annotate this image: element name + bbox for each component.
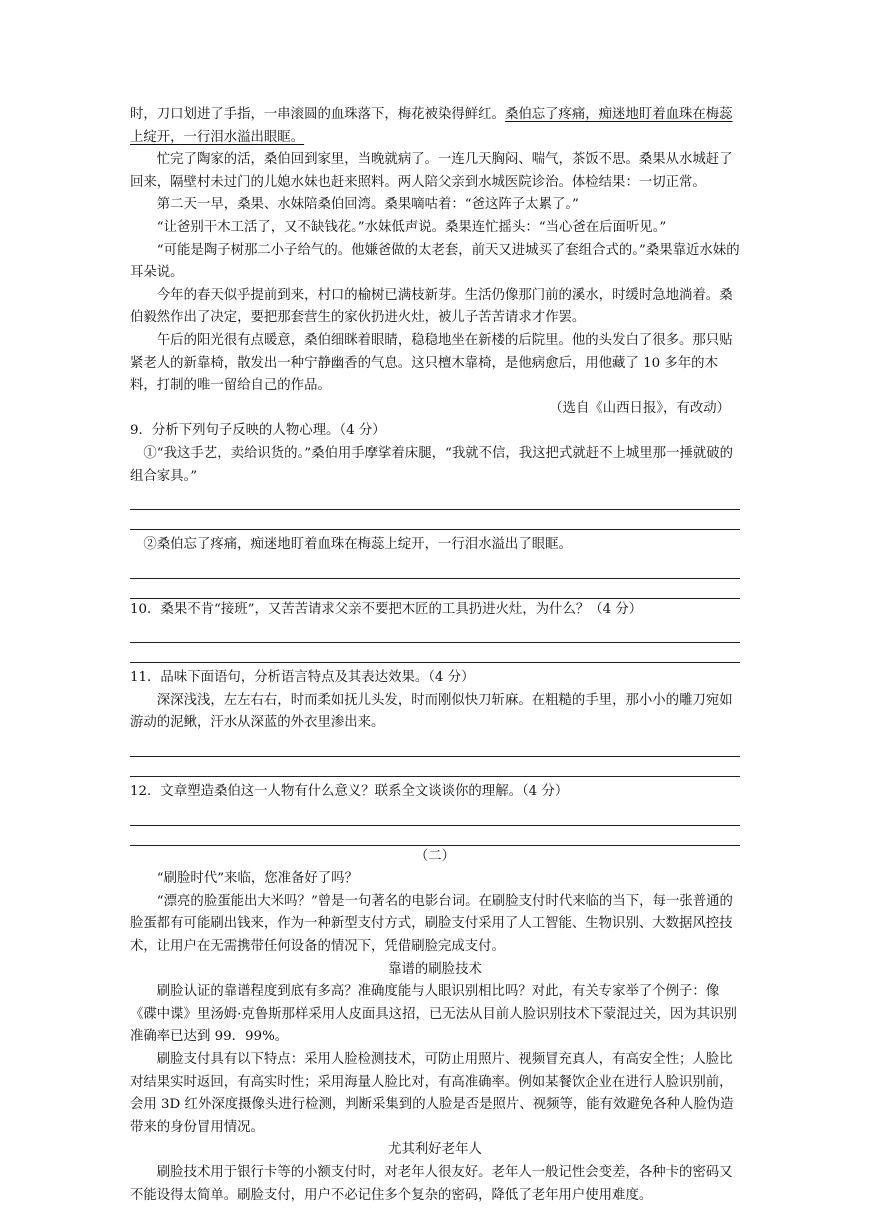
question-11: 11．品味下面语句，分析语言特点及其表达效果。（4 分） <box>130 670 475 686</box>
article-paragraph: “漂亮的脸蛋能出大米吗？”曾是一句著名的电影台词。在刷脸支付时代来临的当下，每一张普通的脸蛋都有可能刷出钱来，作为一种新型支付方式，刷脸支付采用了人工智能、生物识别、大数据风控技术，让用户在无需携带任何设备的情况下，凭借刷脸完成支付。 <box>130 893 733 955</box>
answer-lines <box>130 559 740 599</box>
question-9: 9．分析下列句子反映的人物心理。（4 分） <box>130 423 386 439</box>
source-note: （选自《山西日报》，有改动） <box>549 400 730 416</box>
article-subheading: 靠谱的刷脸技术 <box>388 961 482 977</box>
answer-line[interactable] <box>130 510 740 530</box>
answer-line[interactable] <box>130 623 740 643</box>
article-paragraph: 刷脸支付具有以下特点：采用人脸检测技术，可防止用照片、视频冒充真人，有高安全性；人脸比对结果实时返回，有高实时性；采用海量人脸比对，有高准确率。例如某餐饮企业在进行人脸识别前，会用 3D 红外深度摄像头进行检测，判断采集到的人脸是否是照片、视频等，能有效避免各种人脸伪造带来的身份冒用情况。 <box>130 1052 734 1135</box>
article-paragraph: “刷脸时代”来临，您准备好了吗？ <box>156 871 358 887</box>
story-paragraph: 午后的阳光很有点暖意，桑伯细眯着眼睛，稳稳地坐在新楼的后院里。他的头发白了很多。那只贴紧老人的新靠椅，散发出一种宁静幽香的气息。这只檀木靠椅，是他病愈后，用他藏了 10 多年的木料，打制的唯一留给自己的作品。 <box>130 332 733 394</box>
answer-line[interactable] <box>130 757 740 777</box>
answer-lines <box>130 623 740 663</box>
answer-lines <box>130 806 740 846</box>
document-page <box>130 104 740 1207</box>
answer-line[interactable] <box>130 559 740 579</box>
story-paragraph: 今年的春天似乎提前到来，村口的榆树已满枝新芽。生活仍像那门前的溪水，时缓时急地淌着。桑伯毅然作出了决定，要把那套营生的家伙扔进火灶，被儿子苦苦请求才作罢。 <box>130 287 733 326</box>
article-paragraph: 刷脸技术用于银行卡等的小额支付时，对老年人很友好。老年人一般记性会变差，各种卡的密码又不能设得太简单。刷脸支付，用户不必记住多个复杂的密码，降低了老年用户使用难度。 <box>130 1164 733 1203</box>
question-11-quote: 深深浅浅，左左右右，时而柔如抚儿头发，时而刚似快刀斩麻。在粗糙的手里，那小小的雕刀宛如游动的泥鳅，汗水从深蓝的外衣里渗出来。 <box>130 692 733 731</box>
story-paragraph: 忙完了陶家的活，桑伯回到家里，当晚就病了。一连几天胸闷、喘气，茶饭不思。桑果从水城赶了回来，隔壁村未过门的儿媳水妹也赶来照料。两人陪父亲到水城医院诊治。体检结果：一切正常。 <box>130 152 733 190</box>
question-12: 12．文章塑造桑伯这一人物有什么意义？联系全文谈谈你的理解。（4 分） <box>130 784 569 800</box>
question-10: 10．桑果不肯“接班”，又苦苦请求父亲不要把木匠的工具扔进火灶，为什么？（4 分） <box>130 601 643 617</box>
article-paragraph: 刷脸认证的靠谱程度到底有多高？准确度能与人眼识别相比吗？对此，有关专家举了个例子：像《碟中谍》里汤姆·克鲁斯那样采用人皮面具这招，已无法从目前人脸识别技术下蒙混过关，因为其识别准确率已达到 99．99%。 <box>130 984 737 1045</box>
answer-line[interactable] <box>130 806 740 826</box>
question-9-item-2: ②桑伯忘了疼痛，痴迷地盯着血珠在梅蕊上绽开，一行泪水溢出了眼眶。 <box>143 537 572 553</box>
answer-line[interactable] <box>130 826 740 846</box>
story-paragraph <box>130 104 740 149</box>
section-heading: （二） <box>414 848 456 864</box>
answer-line[interactable] <box>130 643 740 663</box>
story-text: 时，刀口划进了手指，一串滚圆的血珠落下，梅花被染得鲜红。 <box>130 107 505 122</box>
underlined-sentence: 桑伯忘了疼痛，痴迷地盯着血珠在梅蕊上绽开，一行泪水溢出眼眶。 <box>130 107 733 145</box>
answer-lines <box>130 737 740 777</box>
story-paragraph: 第二天一早，桑果、水妹陪桑伯回湾。桑果嘀咕着：“爸这阵子太累了。” <box>156 197 579 213</box>
answer-line[interactable] <box>130 737 740 757</box>
answer-lines <box>130 490 740 530</box>
story-paragraph: “可能是陶子树那二小子给气的。他嫌爸做的太老套，前天又进城买了套组合式的。”桑果靠近水妹的耳朵说。 <box>130 242 740 281</box>
answer-line[interactable] <box>130 490 740 510</box>
answer-line[interactable] <box>130 579 740 599</box>
story-paragraph: “让爸别干木工活了，又不缺钱花。”水妹低声说。桑果连忙摇头：“当心爸在后面听见。” <box>156 219 667 235</box>
article-subheading: 尤其利好老年人 <box>388 1142 482 1158</box>
question-9-item-1: ①“我这手艺，卖给识货的。”桑伯用手摩挲着床腿，“我就不信，我这把式就赶不上城里那一捶就破的组合家具。” <box>130 445 734 484</box>
